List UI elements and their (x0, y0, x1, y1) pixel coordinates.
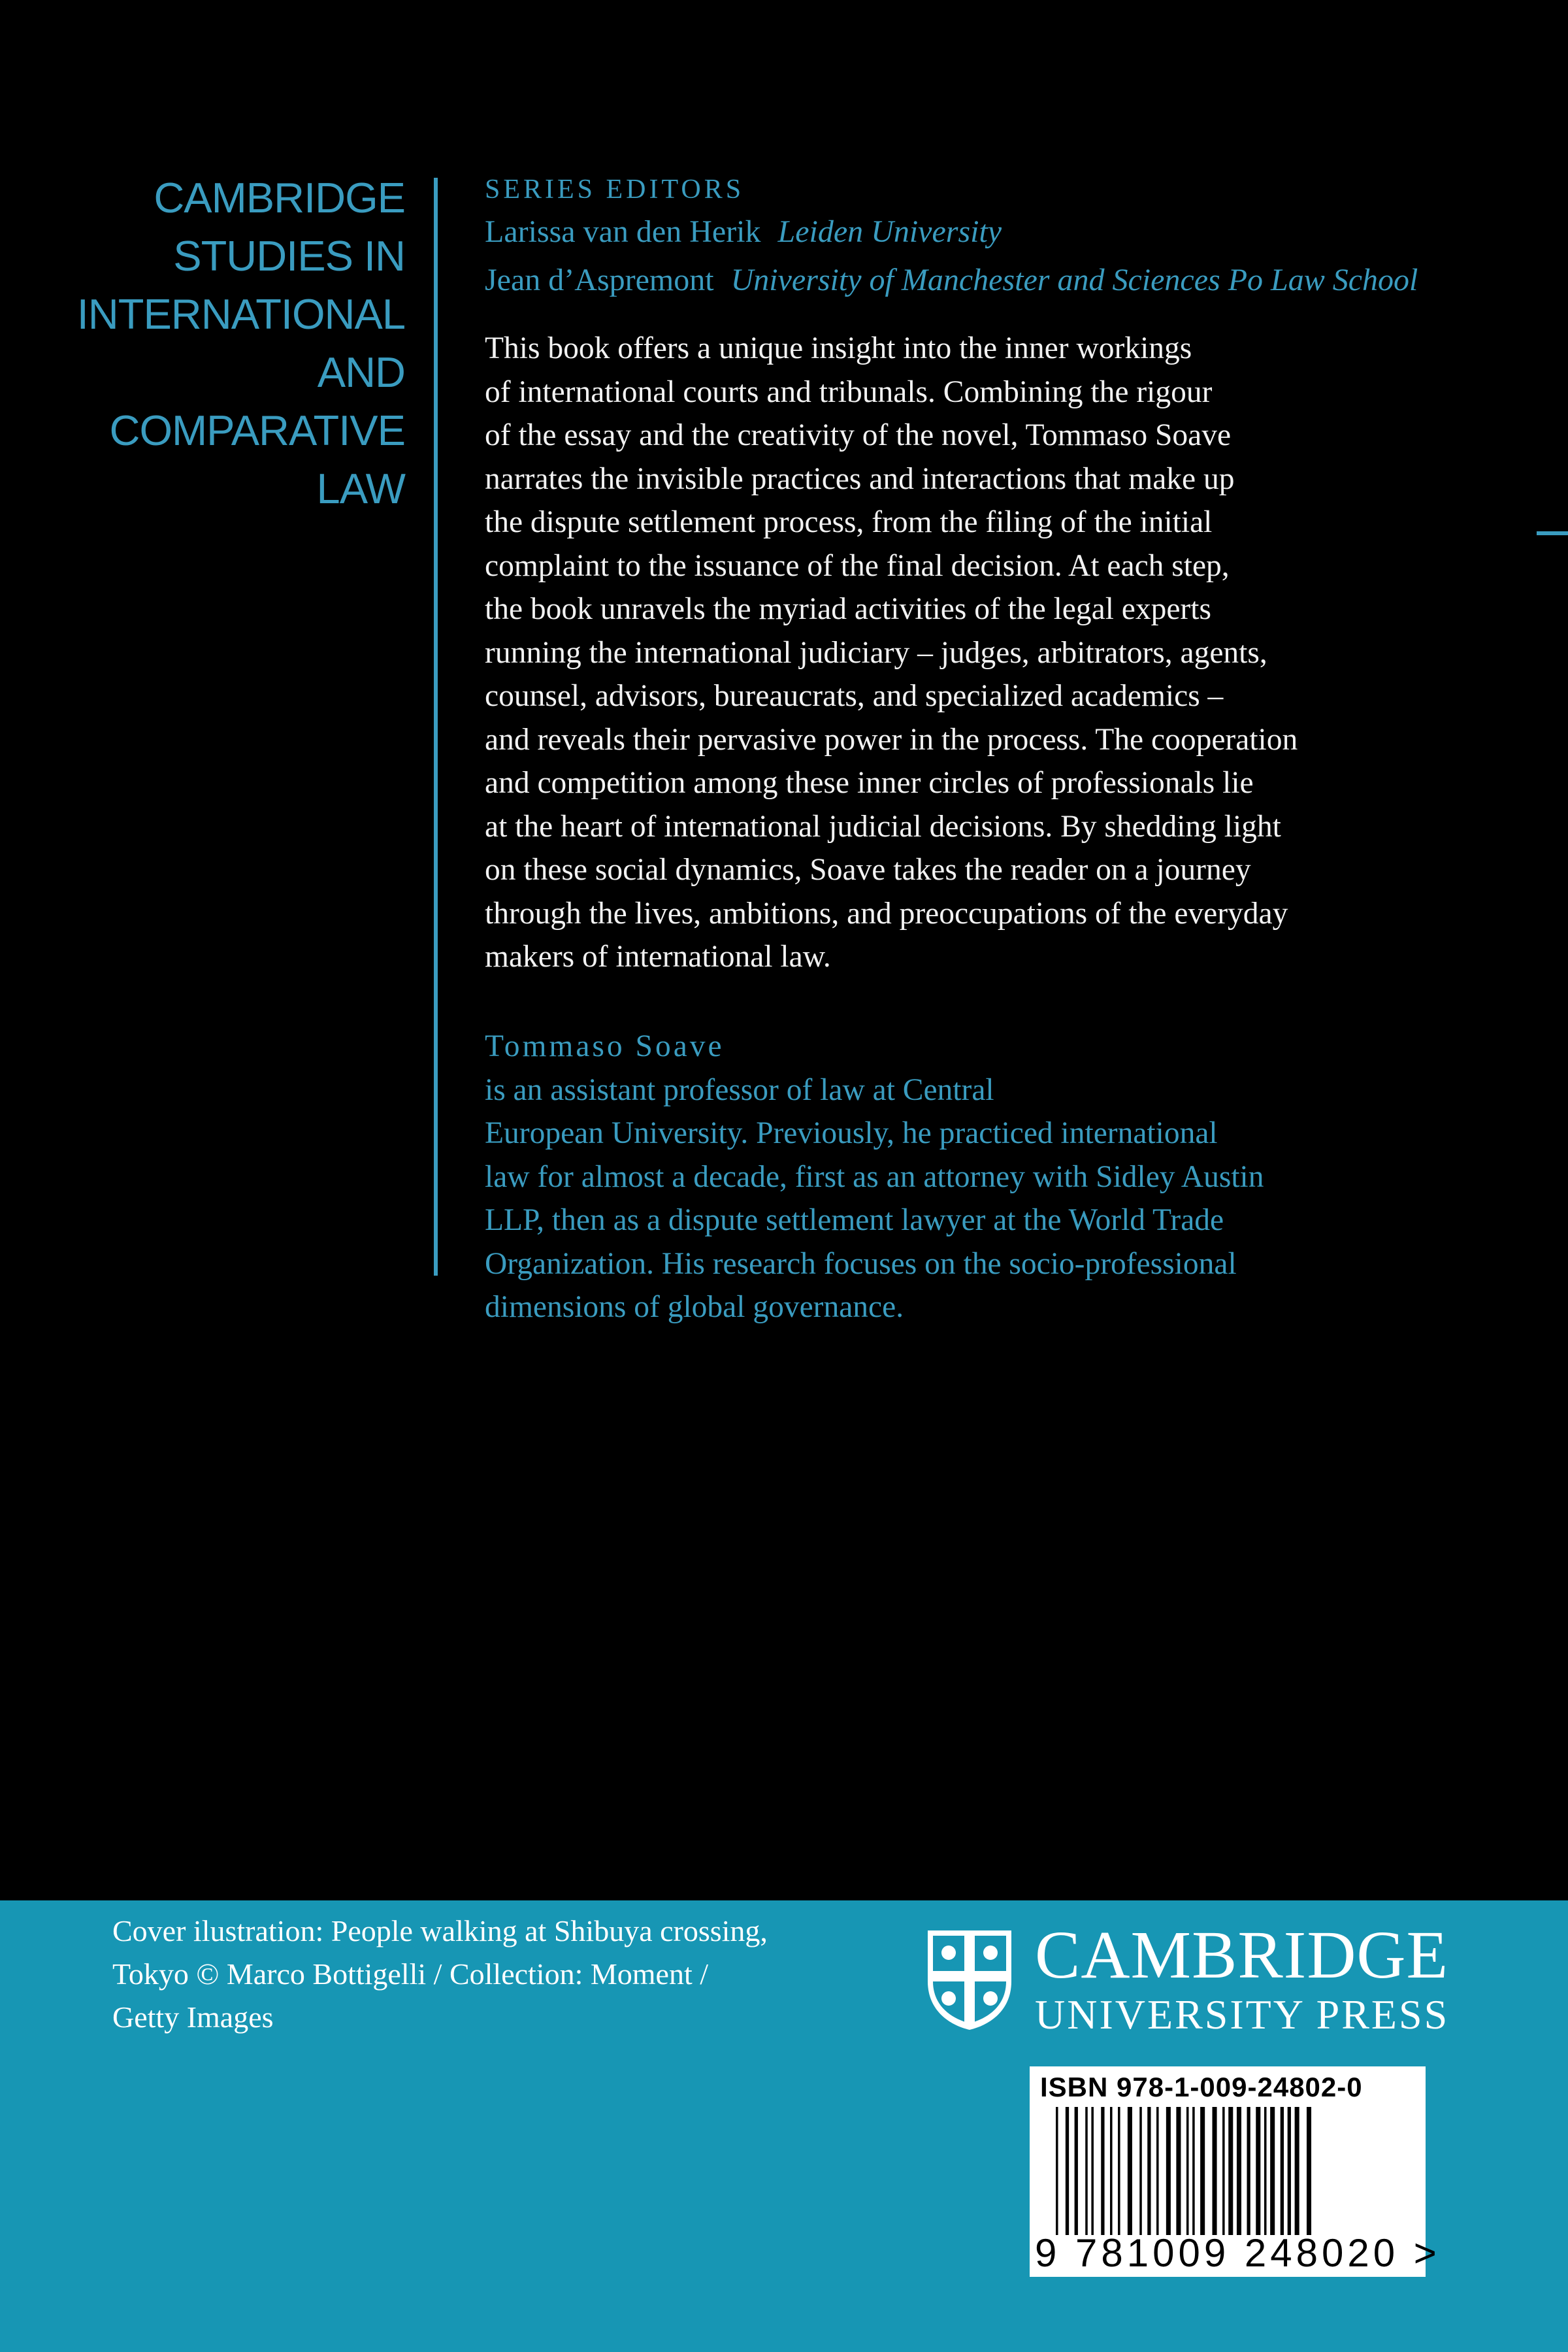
blurb-line: running the international judiciary – judges, arbitrators, agents, (485, 635, 1267, 670)
series-title-line: AND (317, 348, 405, 396)
series-title-line: LAW (316, 465, 405, 512)
barcode-bar (1166, 2107, 1171, 2235)
barcode-bar (1256, 2107, 1260, 2235)
spine-edge-mark (1537, 531, 1568, 535)
blurb-line: and reveals their pervasive power in the process. The cooperation (485, 722, 1298, 757)
editor-name: Larissa van den Herik (485, 214, 761, 249)
credit-line: Cover ilustration: People walking at Shibuya crossing, (112, 1914, 768, 1947)
cover-credit (112, 1910, 768, 2039)
author-bio (485, 1025, 1439, 1329)
blurb-line: through the lives, ambitions, and preoccupations of the everyday (485, 896, 1288, 931)
bio-line (485, 1025, 1439, 1112)
blurb-line: and competition among these inner circles of professionals lie (485, 766, 1254, 800)
barcode-bar (1222, 2107, 1225, 2235)
credit-line: Getty Images (112, 2000, 274, 2034)
bio-line: LLP, then as a dispute settlement lawyer at the World Trade (485, 1203, 1224, 1237)
blurb-line: on these social dynamics, Soave takes the reader on a journey (485, 853, 1251, 887)
isbn-label: ISBN 978-1-009-24802-0 (1040, 2072, 1363, 2102)
publisher-name: CAMBRIDGE (1035, 1917, 1449, 1993)
editor-row (485, 208, 1418, 256)
blurb-line: complaint to the issuance of the final decision. At each step, (485, 548, 1230, 583)
barcode-bar (1066, 2107, 1069, 2235)
barcode-bar (1075, 2107, 1078, 2235)
series-title-line: CAMBRIDGE (154, 174, 405, 222)
barcode-bar (1200, 2107, 1205, 2235)
bio-line: Organization. His research focuses on the socio-professional (485, 1246, 1237, 1281)
barcode-bar (1295, 2107, 1299, 2235)
blurb-line: at the heart of international judicial decisions. By shedding light (485, 809, 1281, 844)
blurb-line: makers of international law. (485, 940, 831, 974)
barcode-bar (1139, 2107, 1142, 2235)
barcode-bar (1281, 2107, 1284, 2235)
barcode-bar (1156, 2107, 1159, 2235)
barcode-bar (1128, 2107, 1132, 2235)
barcode-bar (1186, 2107, 1189, 2235)
barcode-bar (1118, 2107, 1120, 2235)
blurb-line: of international courts and tribunals. Combining the rigour (485, 374, 1213, 409)
blurb-line: This book offers a unique insight into the inner workings (485, 331, 1192, 365)
blurb-line: the dispute settlement process, from the filing of the initial (485, 505, 1213, 539)
bio-line: European University. Previously, he practiced international (485, 1116, 1218, 1150)
editor-affiliation: Leiden University (777, 214, 1002, 249)
series-title (65, 169, 405, 518)
barcode-bar (1288, 2107, 1291, 2235)
series-title-line: COMPARATIVE (109, 406, 405, 454)
barcode-bar (1085, 2107, 1088, 2235)
publisher-subname: UNIVERSITY PRESS (1035, 1991, 1450, 2038)
cambridge-shield-icon (925, 1928, 1014, 2031)
barcode-bar (1091, 2107, 1094, 2235)
bio-line: law for almost a decade, first as an attorney with Sidley Austin (485, 1159, 1264, 1194)
credit-line: Tokyo © Marco Bottigelli / Collection: Moment / (112, 1957, 709, 1991)
author-name: Tommaso Soave (485, 1029, 725, 1063)
barcode-bar (1176, 2107, 1181, 2235)
editor-row (485, 256, 1418, 305)
series-title-line: STUDIES IN (173, 232, 405, 280)
blurb-line: the book unravels the myriad activities of the legal experts (485, 592, 1211, 626)
isbn-barcode (1030, 2066, 1441, 2277)
series-editors (485, 171, 1418, 305)
barcode-bar (1101, 2107, 1104, 2235)
series-editors-heading: SERIES EDITORS (485, 174, 745, 205)
barcode-bar (1110, 2107, 1113, 2235)
barcode-bar (1213, 2107, 1217, 2235)
barcode-bars (1056, 2107, 1415, 2235)
bio-first-line-rest: is an assistant professor of law at Central (485, 1072, 994, 1107)
barcode-bar (1192, 2107, 1195, 2235)
barcode-bar (1307, 2107, 1311, 2235)
editor-affiliation: University of Manchester and Sciences Po Law School (730, 263, 1418, 297)
blurb-line: narrates the invisible practices and interactions that make up (485, 461, 1235, 496)
book-blurb (485, 327, 1439, 979)
blurb-line: counsel, advisors, bureaucrats, and specialized academics – (485, 679, 1224, 713)
barcode-bar (1056, 2107, 1058, 2235)
bio-line: dimensions of global governance. (485, 1290, 904, 1324)
editor-name: Jean d’Aspremont (485, 263, 714, 297)
barcode-bar (1237, 2107, 1241, 2235)
series-title-line: INTERNATIONAL (76, 290, 405, 338)
vertical-divider (434, 178, 438, 1276)
barcode-bar (1264, 2107, 1267, 2235)
ean-digits: 9 781009 248020 > (1035, 2231, 1441, 2275)
blurb-line: of the essay and the creativity of the novel, Tommaso Soave (485, 418, 1232, 452)
barcode-bar (1147, 2107, 1151, 2235)
barcode-bar (1270, 2107, 1275, 2235)
barcode-bar (1228, 2107, 1233, 2235)
barcode-bar (1247, 2107, 1250, 2235)
